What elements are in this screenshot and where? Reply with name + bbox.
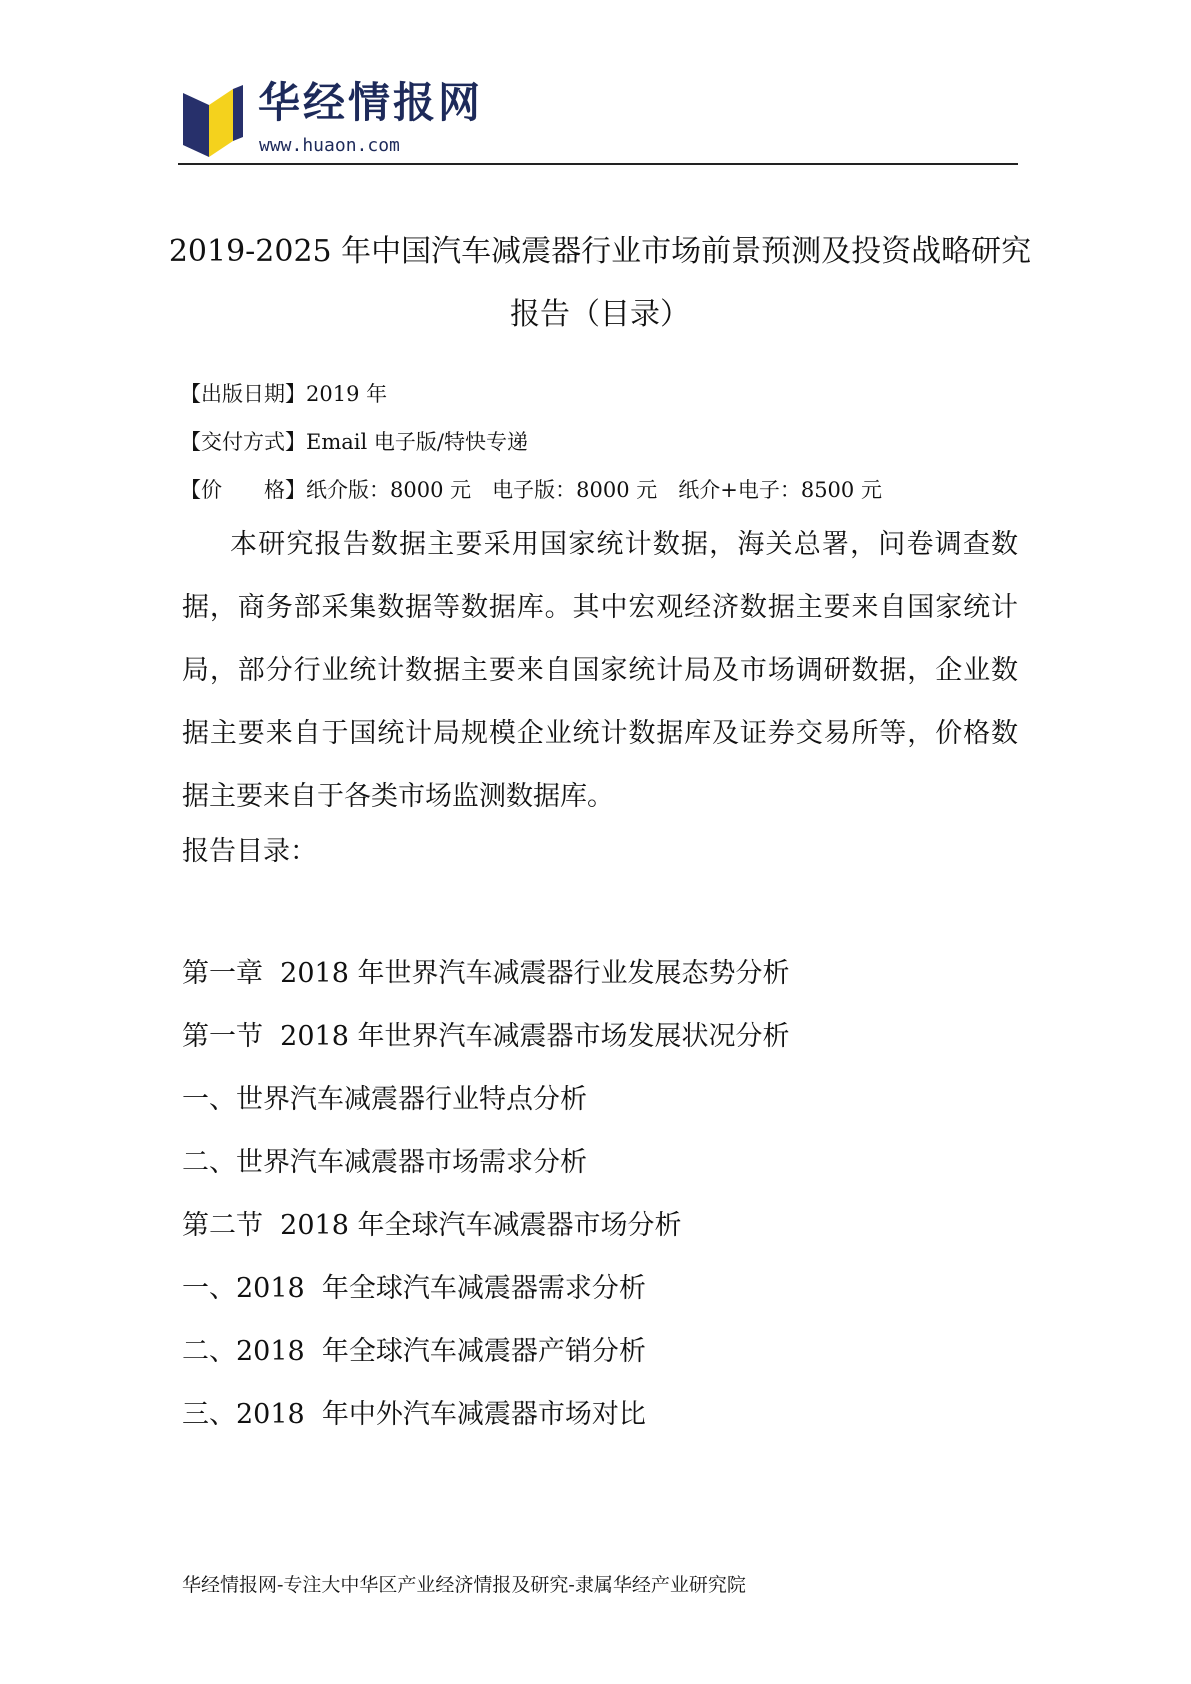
intro-paragraph: 本研究报告数据主要采用国家统计数据，海关总署，问卷调查数据，商务部采集数据等数据库。其中宏观经济数据主要来自国家统计局，部分行业统计数据主要来自国家统计局及市场调研数据，企业数据主要来自于国统计局规模企业统计数据库及证券交易所等，价格数据主要来自于各类市场监测数据库。 bbox=[182, 529, 1018, 812]
toc-item: 一、世界汽车减震器行业特点分析 bbox=[182, 1084, 587, 1115]
toc-item: 二、世界汽车减震器市场需求分析 bbox=[182, 1147, 587, 1178]
toc-item: 一、2018 年全球汽车减震器需求分析 bbox=[182, 1273, 646, 1304]
page-footer: 华经情报网-专注大中华区产业经济情报及研究-隶属华经产业研究院 bbox=[182, 1574, 746, 1596]
brand-url: www.huaon.com bbox=[259, 135, 400, 156]
toc-item: 三、2018 年中外汽车减震器市场对比 bbox=[182, 1399, 646, 1430]
toc-item: 第一章 2018 年世界汽车减震器行业发展态势分析 bbox=[182, 958, 790, 989]
report-title: 2019-2025 年中国汽车减震器行业市场前景预测及投资战略研究报告（目录） bbox=[168, 234, 1032, 332]
price-info: 【价 格】纸介版：8000 元 电子版：8000 元 纸介+电子：8500 元 bbox=[180, 478, 882, 502]
header-divider bbox=[178, 163, 1018, 165]
toc-item: 第一节 2018 年世界汽车减震器市场发展状况分析 bbox=[182, 1021, 790, 1052]
brand-name: 华经情报网 bbox=[258, 78, 484, 127]
delivery-method: 【交付方式】Email 电子版/特快专递 bbox=[180, 430, 528, 454]
toc-item: 二、2018 年全球汽车减震器产销分析 bbox=[182, 1336, 646, 1367]
toc-heading: 报告目录： bbox=[182, 836, 317, 867]
page-header bbox=[0, 0, 1191, 175]
huaon-logo-icon bbox=[183, 85, 243, 157]
publish-date: 【出版日期】2019 年 bbox=[180, 382, 388, 406]
toc-item: 第二节 2018 年全球汽车减震器市场分析 bbox=[182, 1210, 682, 1241]
toc-list bbox=[182, 960, 789, 1464]
